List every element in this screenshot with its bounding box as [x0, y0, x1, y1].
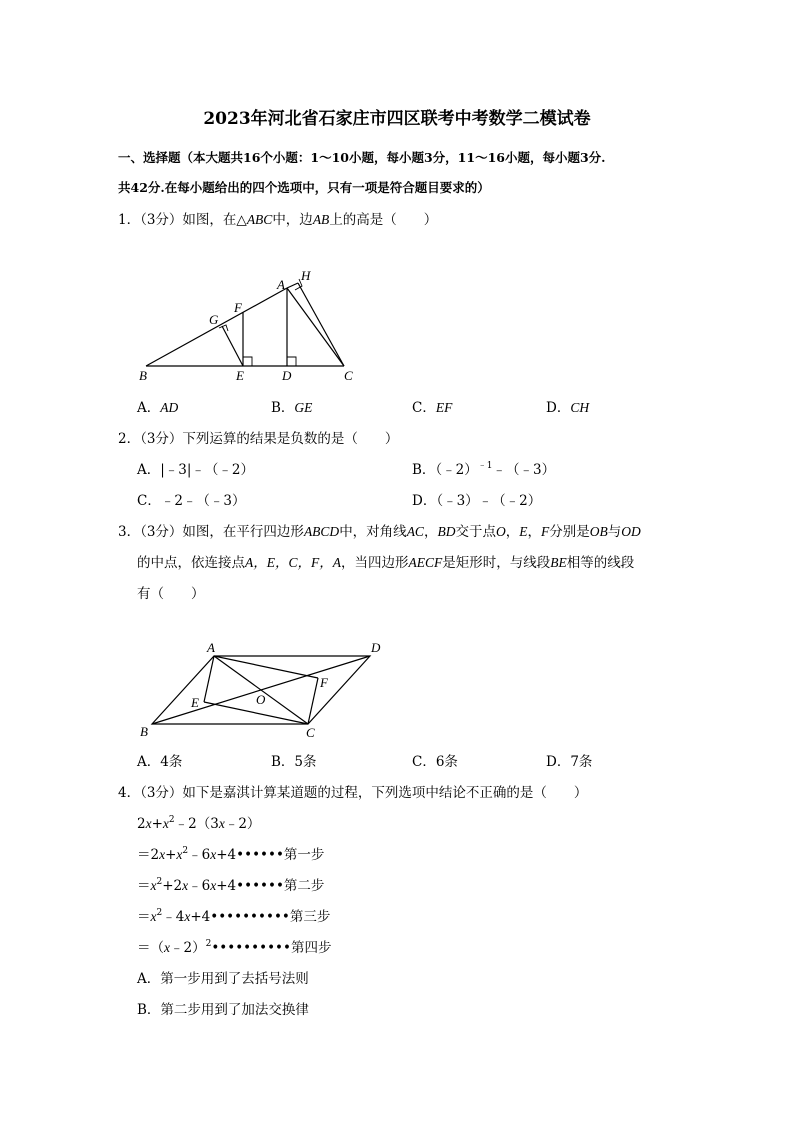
q4-step-0: $2x+x^2﹣2(3x﹣2)$ — [137, 815, 261, 832]
q3-label-O: O — [256, 692, 266, 707]
q1-label-E: E — [236, 368, 244, 383]
q1-option-d[interactable]: D．CH — [546, 400, 590, 416]
q3-option-b[interactable]: B．5条 — [271, 754, 317, 770]
section-header-line2: 共42分.在每小题给出的四个选项中，只有一项是符合题目要求的） — [118, 180, 490, 195]
q1-label-D: D — [282, 368, 292, 383]
question-3-stem-line2: 的中点，依连接点A，E，C，F，A，当四边形AECF是矩形时，与线段BE相等的线段 — [137, 555, 635, 571]
q2-option-c[interactable]: C．﹣2﹣（﹣3） — [137, 493, 246, 509]
q4-option-a[interactable]: A．第一步用到了去括号法则 — [137, 971, 309, 987]
q1-option-a[interactable]: A．AD — [137, 400, 179, 416]
q1-label-B: B — [139, 368, 147, 383]
q3-option-c[interactable]: C．6条 — [412, 754, 458, 770]
q2-option-a[interactable]: A．|﹣3|﹣（﹣2） — [137, 462, 255, 478]
q2-option-b[interactable]: B．（﹣2）$^{﹣1}$﹣（﹣3） — [412, 461, 556, 478]
q1-option-c[interactable]: C．EF — [412, 400, 453, 416]
q1-label-H: H — [301, 268, 311, 283]
question-4-stem: 4．（3分）如下是嘉淇计算某道题的过程，下列选项中结论不正确的是（ ） — [118, 785, 588, 801]
q3-label-F: F — [320, 675, 328, 690]
page-title: 2023年河北省石家庄市四区联考中考数学二模试卷 — [203, 109, 591, 129]
q3-label-B: B — [140, 724, 148, 739]
question-3-stem-line1: 3．（3分）如图，在平行四边形ABCD中，对角线AC，BD交于点O，E，F分别是OB与OD — [118, 524, 641, 540]
section-header-line1: 一、选择题（本大题共16个小题：1～10小题，每小题3分，11～16小题，每小题3分. — [118, 150, 606, 165]
q1-label-F: F — [234, 300, 242, 315]
q4-option-b[interactable]: B．第二步用到了加法交换律 — [137, 1002, 309, 1018]
q4-step-2: $=x^2+2x﹣6x+4••••••$第二步 — [137, 877, 325, 894]
q3-label-C: C — [306, 725, 315, 740]
q3-option-a[interactable]: A．4条 — [137, 754, 183, 770]
q3-label-A: A — [207, 640, 215, 655]
q3-option-d[interactable]: D．7条 — [546, 754, 593, 770]
q1-label-G: G — [209, 312, 219, 327]
q4-step-1: $=2x+x^2﹣6x+4••••••$第一步 — [137, 846, 325, 863]
question-1-stem: 1．（3分）如图，在△ABC中，边AB上的高是（ ） — [118, 212, 438, 228]
question-3-stem-line3: 有（ ） — [137, 586, 205, 602]
q4-step-3: $=x^2﹣4x+4••••••••••$第三步 — [137, 908, 331, 925]
q1-option-b[interactable]: B．GE — [271, 400, 313, 416]
question-2-stem: 2．（3分）下列运算的结果是负数的是（ ） — [118, 431, 399, 447]
q4-step-4: ＝（x﹣2）$^2$••••••••••第四步 — [137, 939, 332, 956]
q3-label-E: E — [191, 695, 199, 710]
q1-label-A: A — [277, 277, 285, 292]
q3-label-D: D — [371, 640, 381, 655]
q1-label-C: C — [344, 368, 353, 383]
q2-option-d[interactable]: D．（﹣3）﹣（﹣2） — [412, 493, 542, 509]
